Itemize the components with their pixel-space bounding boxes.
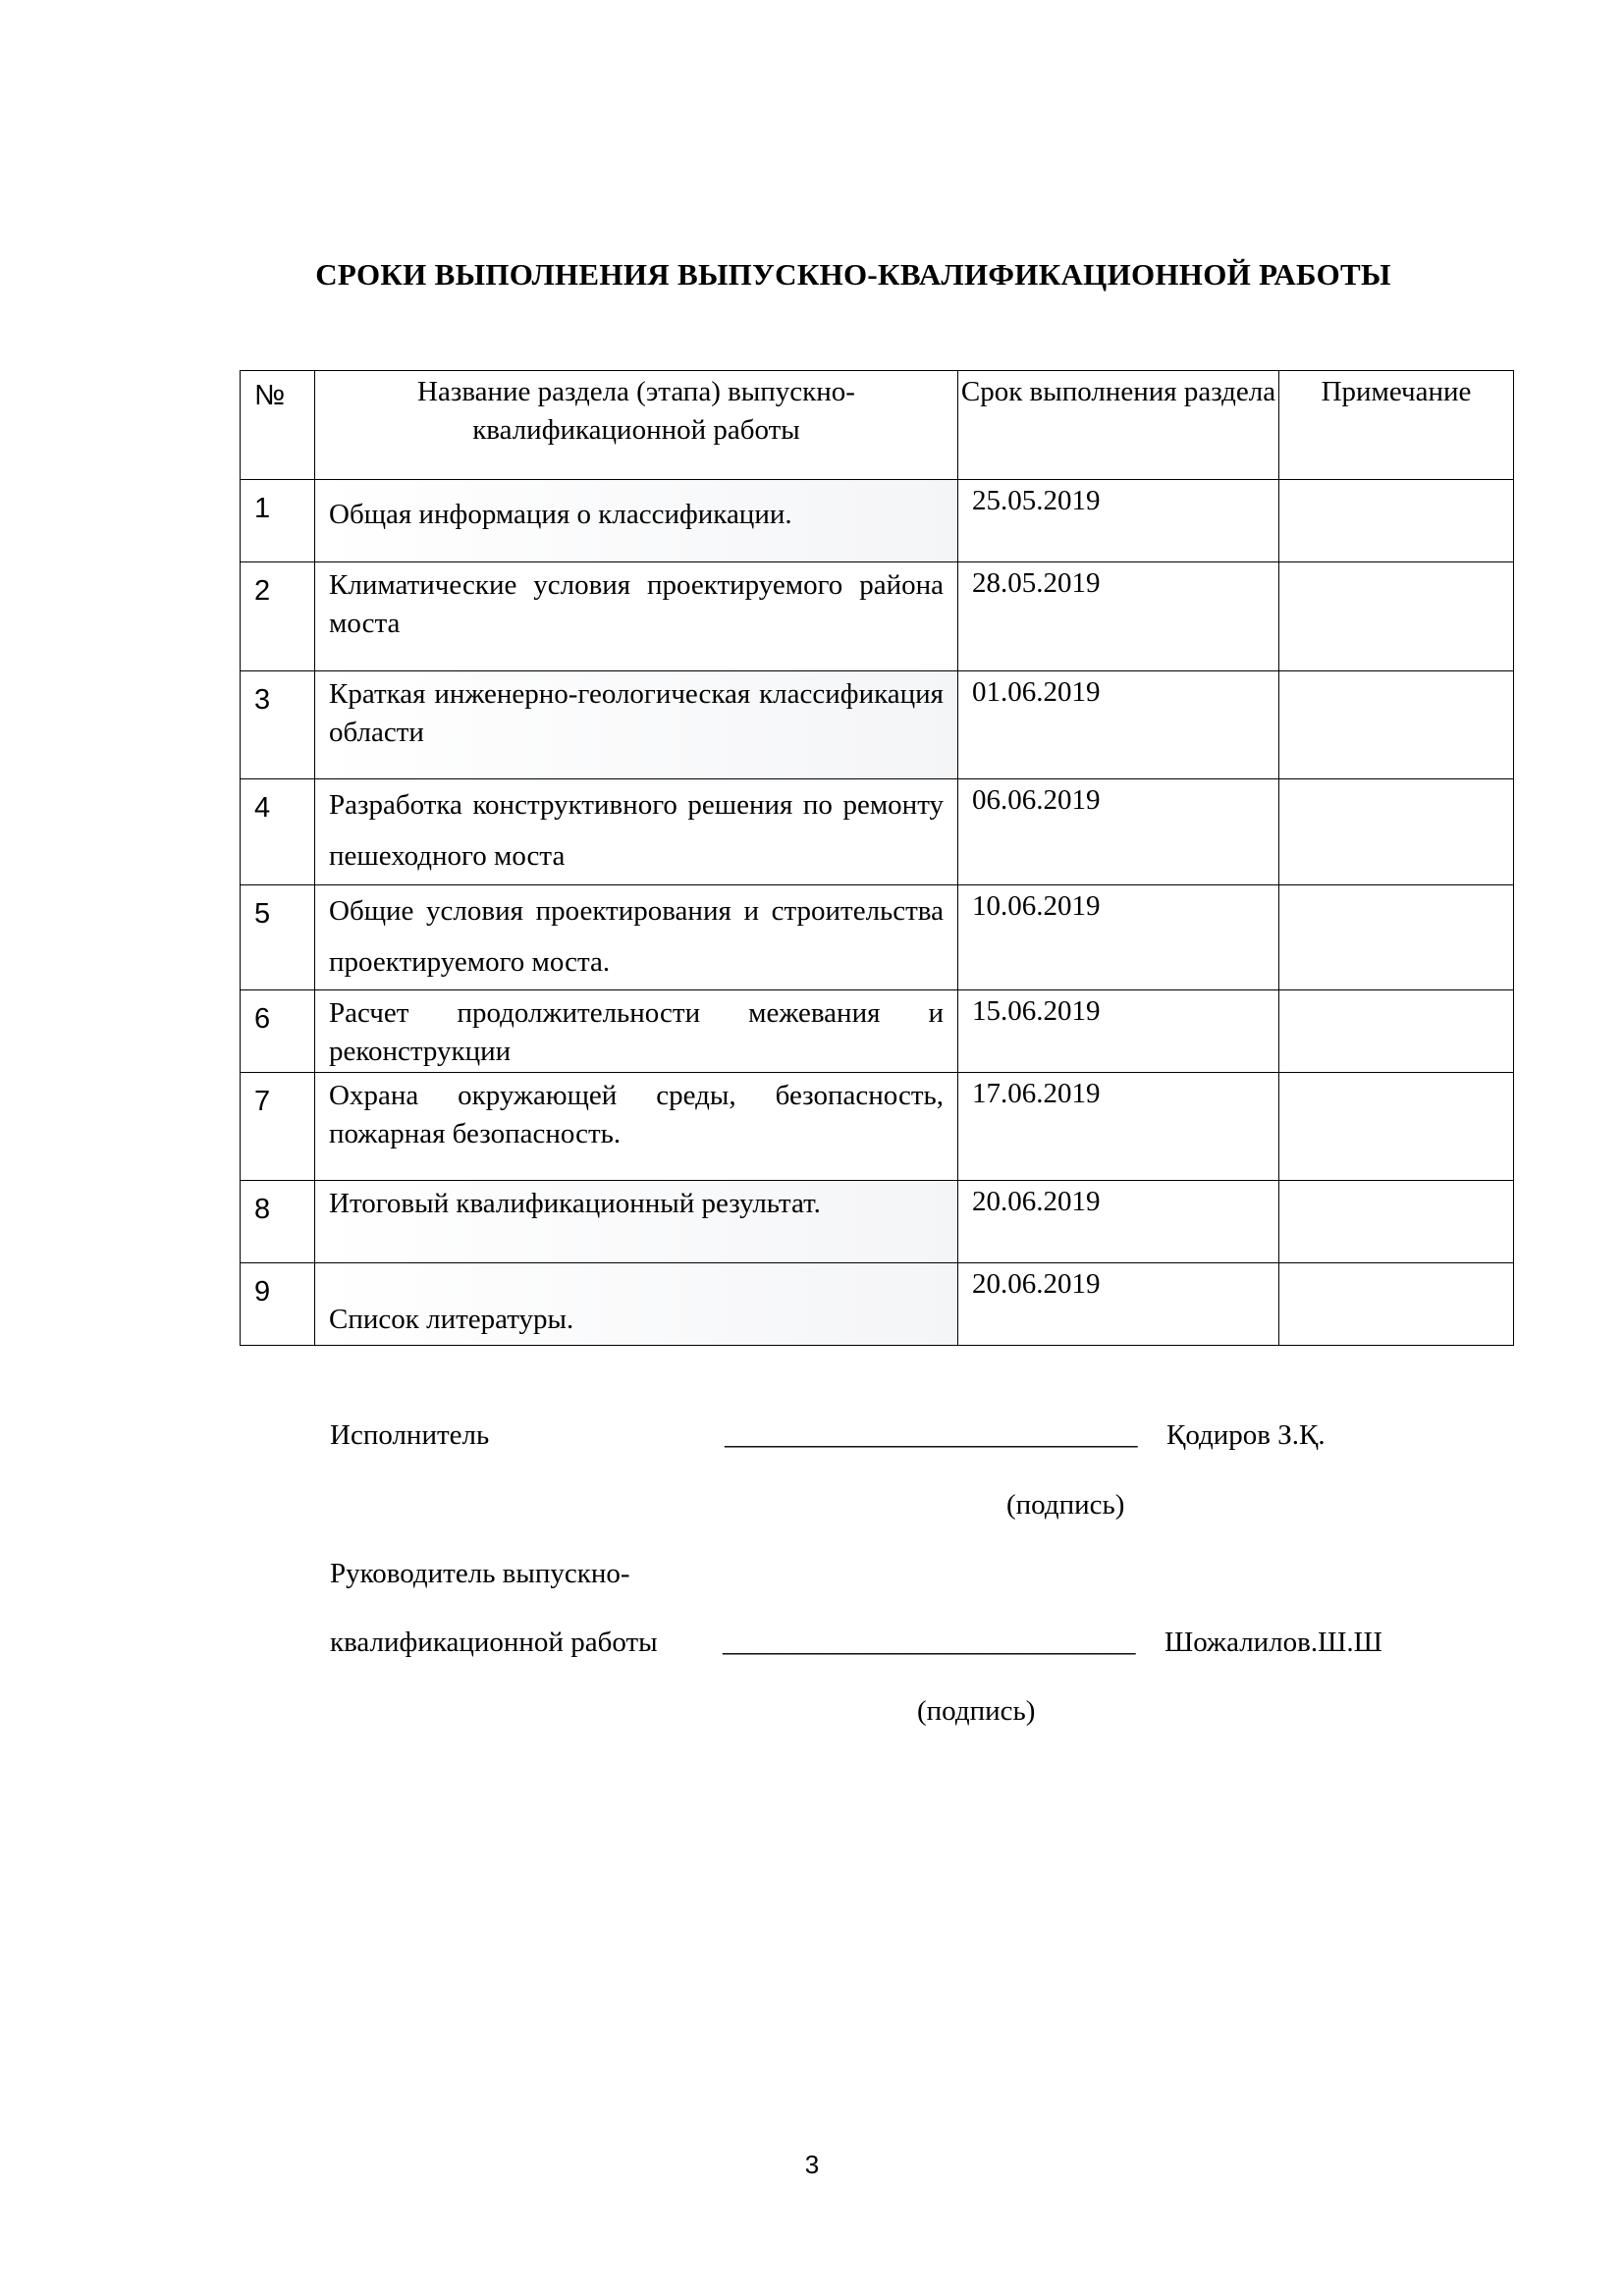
row-date: 28.05.2019 [958, 562, 1279, 671]
table-row [241, 779, 1514, 885]
table-row [241, 1073, 1514, 1181]
header-note: Примечание [1279, 371, 1514, 480]
row-num: 6 [241, 990, 315, 1073]
row-num: 2 [241, 562, 315, 671]
row-name: Краткая инженерно-геологическая классификация области [315, 671, 958, 779]
row-num: 7 [241, 1073, 315, 1181]
row-note [1279, 671, 1514, 779]
header-name: Название раздела (этапа) выпускно-квалификационной работы [315, 371, 958, 480]
table-row [241, 671, 1514, 779]
row-note [1279, 1181, 1514, 1263]
row-date: 06.06.2019 [958, 779, 1279, 885]
row-name: Климатические условия проектируемого района моста [315, 562, 958, 671]
row-date: 17.06.2019 [958, 1073, 1279, 1181]
row-date: 20.06.2019 [958, 1263, 1279, 1346]
header-num: № [241, 371, 315, 480]
row-date: 01.06.2019 [958, 671, 1279, 779]
row-name: Расчет продолжительности межевания и реконструкции [315, 990, 958, 1073]
row-name-text: Общая информация о классификации. [329, 499, 792, 530]
table-row [241, 885, 1514, 990]
row-note [1279, 562, 1514, 671]
row-date: 20.06.2019 [958, 1181, 1279, 1263]
executor-signature-caption: (подпись) [1006, 1489, 1125, 1521]
row-num: 4 [241, 779, 315, 885]
table-header-row [241, 371, 1514, 480]
row-date: 15.06.2019 [958, 990, 1279, 1073]
table-row [241, 1181, 1514, 1263]
table-row [241, 990, 1514, 1073]
table-row [241, 480, 1514, 562]
row-note [1279, 779, 1514, 885]
row-date: 25.05.2019 [958, 480, 1279, 562]
row-num: 8 [241, 1181, 315, 1263]
row-num: 5 [241, 885, 315, 990]
executor-signature-line: _____________________________ [725, 1419, 1138, 1451]
row-num: 3 [241, 671, 315, 779]
supervisor-signature-line: _____________________________ [723, 1627, 1136, 1658]
supervisor-signature-caption: (подпись) [917, 1695, 1036, 1727]
supervisor-name: Шожалилов.Ш.Ш [1164, 1627, 1382, 1658]
row-name: Итоговый квалификационный результат. [315, 1181, 958, 1263]
row-num: 1 [241, 480, 315, 562]
row-date: 10.06.2019 [958, 885, 1279, 990]
row-name-text: Список литературы. [329, 1304, 574, 1335]
row-name: Общие условия проектирования и строительства проектируемого моста. [315, 885, 958, 990]
supervisor-label-line1: Руководитель выпускно- [330, 1558, 630, 1589]
table-row [241, 562, 1514, 671]
schedule-table [240, 370, 1514, 1346]
row-note [1279, 480, 1514, 562]
row-note [1279, 1263, 1514, 1346]
header-date: Срок выполнения раздела [958, 371, 1279, 480]
executor-label: Исполнитель [330, 1419, 490, 1451]
row-name: Разработка конструктивного решения по ремонту пешеходного моста [315, 779, 958, 885]
row-note [1279, 885, 1514, 990]
row-note [1279, 990, 1514, 1073]
row-name [315, 1263, 958, 1346]
row-note [1279, 1073, 1514, 1181]
row-num: 9 [241, 1263, 315, 1346]
page-number: 3 [804, 2150, 820, 2179]
table-row [241, 1263, 1514, 1346]
page-title: СРОКИ ВЫПОЛНЕНИЯ ВЫПУСКНО-КВАЛИФИКАЦИОННОЙ РАБОТЫ [315, 257, 1391, 292]
executor-name: Қодиров З.Қ. [1166, 1419, 1326, 1451]
row-name [315, 480, 958, 562]
row-name: Охрана окружающей среды, безопасность, пожарная безопасность. [315, 1073, 958, 1181]
supervisor-label-line2: квалификационной работы [330, 1627, 658, 1658]
